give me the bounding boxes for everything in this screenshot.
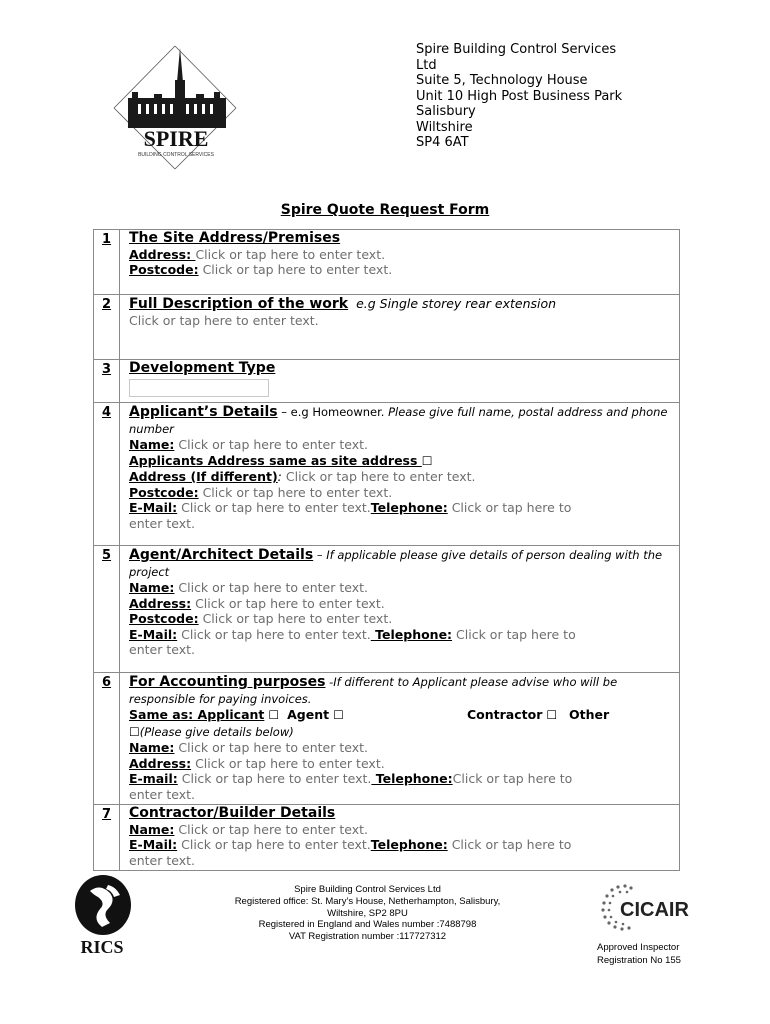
section-title: Applicant’s Details (129, 404, 278, 420)
company-line: Suite 5, Technology House (416, 73, 588, 88)
section-title: Agent/Architect Details (129, 547, 314, 563)
postcode-label: Postcode: (129, 611, 199, 626)
applicant-telephone-field-cont[interactable]: enter text. (129, 515, 195, 531)
same-address-label: Applicants Address same as site address (129, 452, 422, 468)
section-title: Full Description of the work (129, 296, 349, 312)
contractor-name-field[interactable]: Click or tap here to enter text. (178, 821, 369, 837)
section-title: Development Type (129, 360, 276, 376)
footer-line: Wiltshire, SP2 8PU (327, 907, 408, 919)
different-address-label: Address (If different) (129, 469, 278, 484)
other-label: Other (569, 707, 610, 722)
company-line: Salisbury (416, 104, 476, 119)
description-field[interactable]: Click or tap here to enter text. (129, 312, 319, 328)
section-title: For Accounting purposes (129, 674, 326, 690)
accounting-address-field[interactable]: Click or tap here to enter text. (195, 755, 385, 771)
same-as-applicant-label: Same as: Applicant (129, 707, 265, 722)
company-line: Unit 10 High Post Business Park (416, 88, 623, 104)
section-dash-note: – e.g Homeowner. (277, 405, 389, 419)
section-note: -If different to Applicant please advise who will be responsible for paying invoices. (129, 675, 618, 706)
section-number: 2 (94, 295, 120, 360)
footer-registered-info (210, 884, 525, 943)
company-line: SP4 6AT (416, 135, 469, 150)
colon: : (277, 469, 282, 484)
contractor-checkbox[interactable]: ☐ (546, 708, 558, 722)
section-number: 1 (94, 230, 120, 295)
quote-form-table (93, 229, 680, 871)
address-label: Address: (129, 755, 192, 771)
agent-telephone-field-cont[interactable]: enter text. (129, 642, 195, 657)
site-address-field[interactable]: Click or tap here to enter text. (195, 246, 386, 262)
section-title: The Site Address/Premises (129, 230, 341, 246)
development-type-select[interactable] (129, 379, 269, 397)
section-number: 5 (94, 546, 120, 673)
section-accounting (94, 673, 680, 805)
agent-checkbox[interactable]: ☐ (333, 708, 344, 722)
spire-logo (110, 42, 240, 170)
contractor-email-field[interactable]: Click or tap here to enter text. (181, 837, 371, 852)
approved-line: Approved Inspector (597, 942, 680, 953)
applicant-address-field[interactable]: Click or tap here to enter text. (285, 469, 476, 484)
applicant-checkbox[interactable]: ☐ (268, 708, 280, 722)
applicant-postcode-field[interactable]: Click or tap here to enter text. (202, 484, 393, 500)
applicant-name-field[interactable]: Click or tap here to enter text. (178, 437, 369, 452)
footer-line: VAT Registration number :117727312 (288, 931, 447, 943)
footer-line: Spire Building Control Services Ltd (294, 884, 441, 895)
same-address-checkbox[interactable]: ☐ (421, 453, 433, 468)
agent-name-field[interactable]: Click or tap here to enter text. (178, 580, 369, 595)
section-contractor (94, 805, 680, 871)
cicair-logo (598, 880, 708, 936)
approved-line: Registration No 155 (597, 954, 681, 966)
section-example: e.g Single storey rear extension (356, 296, 557, 311)
agent-email-field[interactable]: Click or tap here to enter text. (181, 626, 371, 642)
section-description (94, 295, 680, 360)
site-postcode-field[interactable]: Click or tap here to enter text. (202, 262, 393, 277)
section-note: Please give full name, postal address and phone number (129, 405, 668, 436)
section-site-address (94, 230, 680, 295)
other-note: (Please give details below) (139, 724, 294, 739)
email-label: E-Mail: (129, 500, 178, 515)
footer-line: Registered office: St. Mary’s House, Netherhampton, Salisbury, (234, 895, 501, 907)
address-label: Address: (129, 246, 196, 262)
contractor-label: Contractor (467, 707, 543, 722)
footer-line: Registered in England and Wales number :7488798 (258, 919, 477, 931)
accounting-name-field[interactable]: Click or tap here to enter text. (178, 740, 369, 755)
section-note: – If applicable please give details of person dealing with the project (129, 548, 663, 579)
company-line: Wiltshire (416, 119, 473, 135)
section-applicant (94, 403, 680, 546)
accounting-telephone-field-cont[interactable]: enter text. (129, 786, 195, 802)
other-checkbox[interactable]: ☐ (129, 724, 140, 739)
company-line: Spire Building Control Services (416, 42, 617, 57)
telephone-label: Telephone: (370, 500, 448, 515)
email-label: E-Mail: (129, 837, 178, 852)
logo-subtitle: BUILDING CONTROL SERVICES (138, 152, 214, 158)
accounting-email-field[interactable]: Click or tap here to enter text. (181, 771, 372, 786)
accounting-telephone-field[interactable]: Click or tap here to (452, 771, 573, 786)
telephone-label: Telephone: (370, 837, 448, 852)
approved-inspector (597, 942, 681, 967)
email-label: E-mail: (129, 771, 178, 786)
applicant-email-field[interactable]: Click or tap here to enter text. (181, 500, 371, 515)
rics-logo (70, 873, 140, 958)
logo-name: SPIRE (143, 126, 209, 151)
section-number: 4 (94, 403, 120, 546)
postcode-label: Postcode: (129, 262, 199, 277)
contractor-telephone-field-cont[interactable]: enter text. (129, 852, 195, 868)
email-label: E-Mail: (129, 626, 178, 642)
name-label: Name: (129, 740, 175, 755)
telephone-label: Telephone: (371, 771, 453, 786)
agent-telephone-field[interactable]: Click or tap here to (456, 626, 576, 642)
cicair-text: CICAIR (620, 899, 689, 921)
section-title: Contractor/Builder Details (129, 805, 336, 821)
company-line: Ltd (416, 57, 437, 73)
rics-text: RICS (80, 937, 124, 957)
section-number: 3 (94, 360, 120, 403)
name-label: Name: (129, 580, 175, 595)
section-number: 6 (94, 673, 120, 805)
contractor-telephone-field[interactable]: Click or tap here to (451, 837, 572, 852)
applicant-telephone-field[interactable]: Click or tap here to (451, 500, 572, 515)
name-label: Name: (129, 437, 175, 452)
form-title: Spire Quote Request Form (280, 202, 490, 218)
agent-address-field[interactable]: Click or tap here to enter text. (195, 595, 385, 611)
agent-postcode-field[interactable]: Click or tap here to enter text. (202, 611, 393, 626)
agent-label: Agent (287, 707, 330, 722)
address-label: Address: (129, 595, 192, 611)
section-development-type (94, 360, 680, 403)
telephone-label: Telephone: (370, 626, 453, 642)
section-number: 7 (94, 805, 120, 871)
postcode-label: Postcode: (129, 484, 199, 500)
section-agent (94, 546, 680, 673)
name-label: Name: (129, 821, 175, 837)
company-address (416, 42, 622, 151)
